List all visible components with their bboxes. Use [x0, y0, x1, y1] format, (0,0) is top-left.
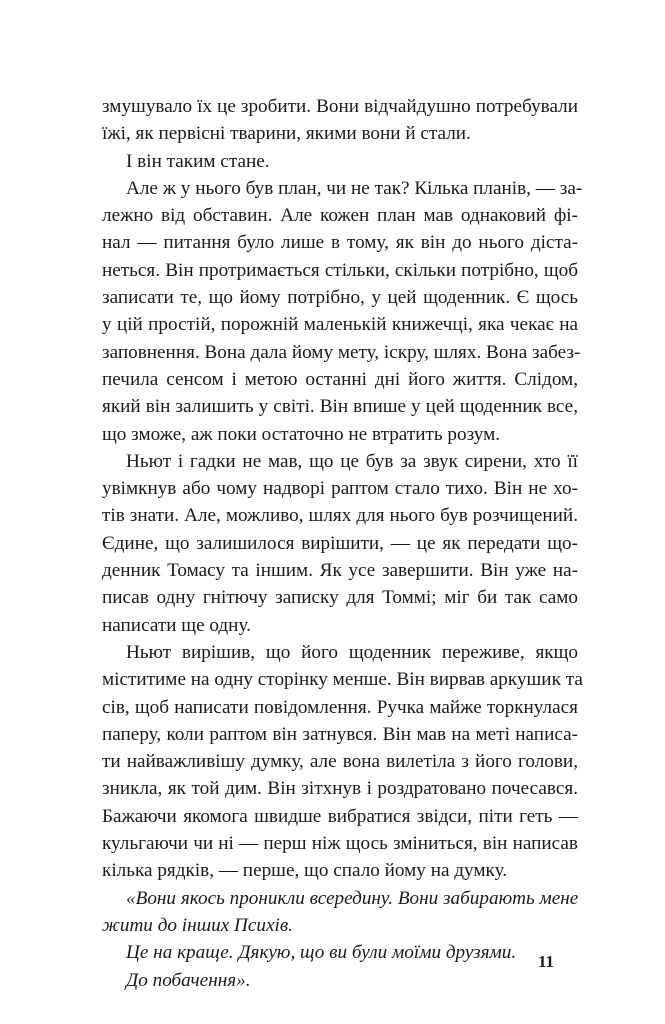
- note-line: «Вони якось проникли всередину. Вони забирають мене: [126, 887, 579, 909]
- note-line: До побачення».: [126, 969, 251, 991]
- text-line: кілька рядків, — перше, що спало йому на думку.: [102, 860, 508, 882]
- page-number: 11: [538, 952, 555, 971]
- text-line: Бажаючи якомога швидше вибратися звідси, піти геть —: [102, 805, 578, 827]
- text-line: який він залишить у світі. Він впише у цей щоденник все,: [102, 396, 578, 418]
- text-line: Ньют і гадки не мав, що це був за звук сирени, хто її: [126, 450, 578, 472]
- text-line: Але ж у нього був план, чи не так? Кілька планів, — за-: [126, 177, 583, 199]
- text-line: написати ще одну.: [102, 614, 251, 636]
- text-line: Ньют вирішив, що його щоденник переживе, якщо: [126, 641, 578, 663]
- book-page-text: [102, 93, 583, 994]
- text-line: записати те, що йому потрібно, у цей щоденник. Є щось: [102, 287, 578, 309]
- text-line: тів знати. Але, можливо, шлях для нього був розчищений.: [102, 505, 578, 527]
- text-line: їжі, як первісні тварини, якими вони й стали.: [102, 123, 471, 145]
- text-line: паперу, коли раптом він затнувся. Він мав на меті написа-: [102, 723, 578, 745]
- text-line: міститиме на одну сторінку менше. Він вирвав аркушик та: [102, 669, 583, 691]
- text-line: зникла, як той дим. Він зітхнув і роздратовано почесався.: [102, 778, 578, 800]
- text-line: неться. Він протримається стільки, скільки потрібно, щоб: [102, 259, 578, 281]
- text-line: у цій простій, порожній маленькій книжечці, яка чекає на: [102, 314, 578, 336]
- note-line: жити до інших Психів.: [102, 914, 293, 936]
- text-line: змушувало їх це зробити. Вони відчайдушно потребували: [102, 96, 578, 117]
- text-line: печила сенсом і метою останні дні його життя. Слідом,: [102, 368, 578, 390]
- text-line: І він таким стане.: [126, 150, 270, 172]
- text-line: Єдине, що залишилося вирішити, — це як передати що-: [102, 532, 578, 554]
- text-line: сів, щоб написати повідомлення. Ручка майже торкнулася: [102, 696, 578, 718]
- text-line: денник Томасу та іншим. Як усе завершити. Він уже на-: [102, 560, 578, 582]
- text-line: увімкнув або чому надворі раптом стало тихо. Він не хо-: [102, 478, 578, 500]
- text-line: лежно від обставин. Але кожен план мав однаковий фі-: [102, 205, 578, 227]
- text-line: писав одну гнітючу записку для Томмі; міг би так само: [102, 587, 578, 609]
- text-line: що зможе, аж поки остаточно не втратить розум.: [102, 423, 501, 445]
- text-line: нал — питання було лише в тому, як він до нього діста-: [102, 232, 578, 254]
- text-line: заповнення. Вона дала йому мету, іскру, шлях. Вона забез-: [102, 341, 581, 363]
- text-line: ти найважливішу думку, але вона вилетіла з його голови,: [102, 751, 578, 773]
- text-line: кульгаючи чи ні — перш ніж щось зміниться, він написав: [102, 833, 578, 855]
- note-line: Це на краще. Дякую, що ви були моїми друзями.: [126, 942, 517, 964]
